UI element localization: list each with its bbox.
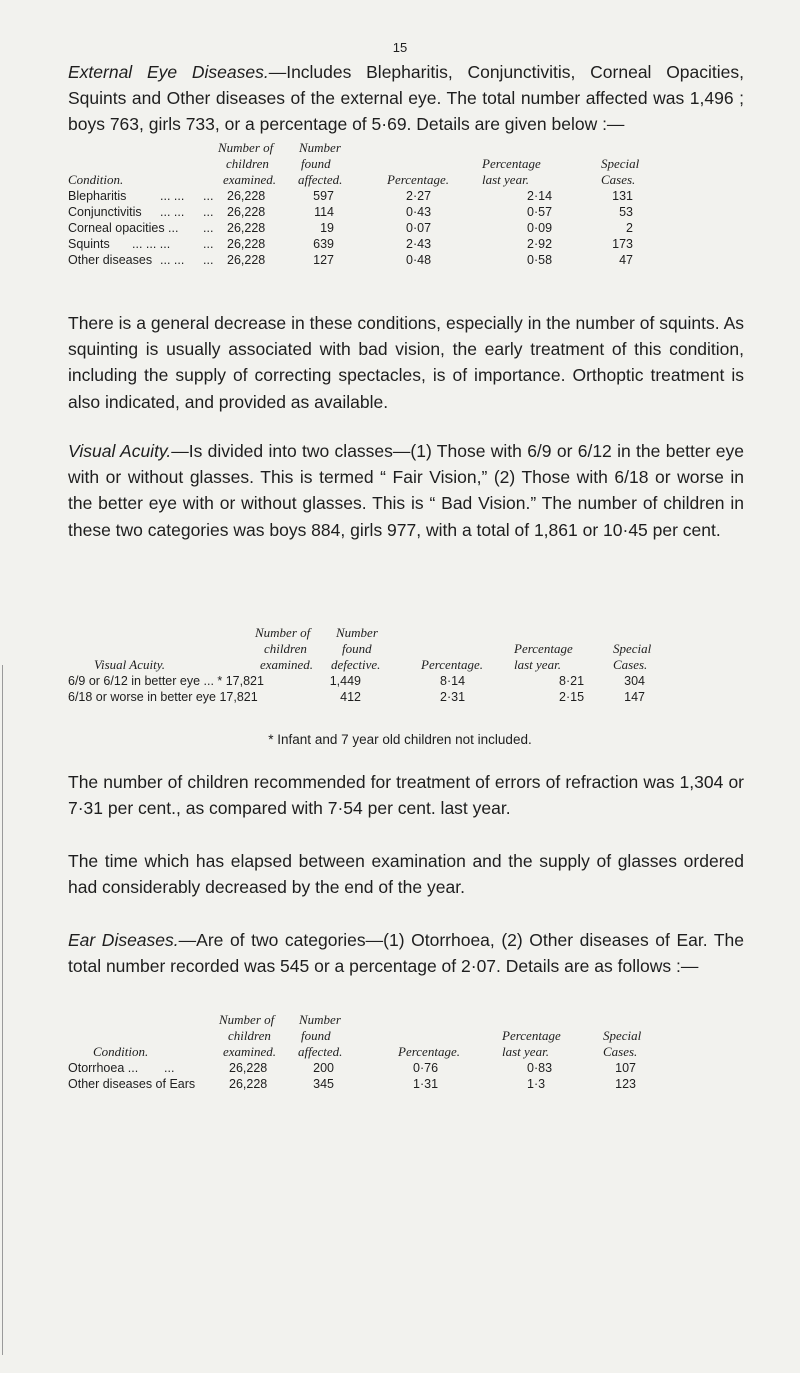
header-found-line3: affected.	[298, 1044, 343, 1059]
row-special: 123	[615, 1077, 636, 1091]
header-examined-line1: Number of	[218, 140, 274, 155]
row-special: 147	[624, 690, 645, 704]
row-condition: Corneal opacities ...	[68, 221, 179, 235]
row-leader: ... ...	[160, 189, 185, 203]
row-examined: 26,228	[229, 1077, 268, 1091]
row-percentage: 0·48	[406, 253, 432, 267]
row-leader-short: ...	[203, 237, 214, 251]
row-percentage: 2·31	[440, 690, 466, 704]
external-eye-followup: There is a general decrease in these conditions, especially in the number of squints. As squinting is usually associated with bad vision, the early treatment of this condition, including the supply of correcting spectacles, is of importance. Orthoptic treatment is also indicated, and provided as available.	[68, 313, 744, 412]
row-condition: Squints	[68, 237, 110, 251]
ear-diseases-heading: Ear Diseases.	[68, 930, 179, 950]
page-number: 15	[392, 40, 408, 55]
header-special-line1: Special	[603, 1028, 642, 1043]
header-last-year-line1: Percentage	[482, 156, 541, 171]
header-special-line2: Cases.	[603, 1044, 638, 1059]
row-percentage: 2·43	[406, 237, 432, 251]
scan-margin-line	[2, 665, 3, 1355]
row-percentage: 2·27	[406, 189, 432, 203]
header-found-line1: Number	[299, 140, 341, 155]
external-eye-intro: —Includes Blepharitis, Conjunctivitis, Corneal Opacities, Squints and Other diseases of the external eye. The total number affected was 1,496 ; boys 763, girls 733, or a percentage of 5·69. Details are given below :—	[68, 62, 745, 135]
row-last-year: 8·21	[559, 674, 585, 688]
row-last-year: 2·15	[559, 690, 585, 704]
row-last-year: 2·92	[527, 237, 553, 251]
header-special-line2: Cases.	[601, 172, 636, 187]
row-found: 200	[313, 1061, 334, 1075]
row-special: 173	[612, 237, 633, 251]
row-last-year: 1·3	[527, 1077, 546, 1091]
header-found-line2: found	[342, 641, 372, 656]
header-special-line2: Cases.	[613, 657, 648, 672]
row-examined: 26,228	[229, 1061, 268, 1075]
row-examined: 26,228	[227, 221, 266, 235]
header-examined-line3: examined.	[223, 172, 277, 187]
row-found: 19	[320, 221, 334, 235]
row-leader: ... ...	[160, 253, 185, 267]
row-found: 597	[313, 189, 334, 203]
header-examined-line3: examined.	[223, 1044, 277, 1059]
header-percentage: Percentage.	[398, 1044, 460, 1059]
header-found-line1: Number	[336, 625, 378, 640]
header-last-year-line2: last year.	[482, 172, 529, 187]
header-found-line1: Number	[299, 1012, 341, 1027]
row-percentage: 8·14	[440, 674, 466, 688]
row-special: 2	[626, 221, 633, 235]
row-condition: Other diseases of Ears	[68, 1077, 196, 1091]
row-condition: Conjunctivitis	[68, 205, 142, 219]
row-percentage: 0·76	[413, 1061, 439, 1075]
header-last-year-line2: last year.	[514, 657, 561, 672]
table-row	[68, 252, 648, 270]
footnote: * Infant and 7 year old children not included.	[268, 732, 532, 747]
row-examined: 26,228	[227, 237, 266, 251]
row-percentage: 0·43	[406, 205, 432, 219]
row-last-year: 0·83	[527, 1061, 553, 1075]
header-last-year-line1: Percentage	[502, 1028, 561, 1043]
row-special: 304	[624, 674, 645, 688]
row-special: 47	[619, 253, 633, 267]
row-last-year: 0·57	[527, 205, 553, 219]
row-condition: Otorrhoea ...	[68, 1061, 139, 1075]
row-leader-short: ...	[203, 253, 214, 267]
row-condition: Blepharitis	[68, 189, 127, 203]
row-special: 53	[619, 205, 633, 219]
row-last-year: 0·09	[527, 221, 553, 235]
row-condition: 6/9 or 6/12 in better eye ... * 17,821	[68, 674, 264, 688]
header-examined-line1: Number of	[219, 1012, 275, 1027]
header-found-line2: found	[301, 156, 331, 171]
header-condition: Condition.	[93, 1044, 149, 1059]
row-leader: ...	[164, 1061, 175, 1075]
row-found: 639	[313, 237, 334, 251]
row-found: 127	[313, 253, 334, 267]
row-found: 1,449	[329, 674, 361, 688]
row-special: 131	[612, 189, 633, 203]
header-examined-line3: examined.	[260, 657, 314, 672]
header-visual-acuity: Visual Acuity.	[94, 657, 166, 672]
header-special-line1: Special	[613, 641, 652, 656]
header-examined-line2: children	[226, 156, 269, 171]
row-leader: ...	[203, 221, 214, 235]
external-eye-heading: External Eye Diseases.	[68, 62, 269, 82]
row-examined: 26,228	[227, 205, 266, 219]
header-found-line3: defective.	[331, 657, 381, 672]
header-found-line3: affected.	[298, 172, 343, 187]
row-percentage: 0·07	[406, 221, 432, 235]
row-found: 412	[340, 690, 361, 704]
external-eye-paragraph	[68, 59, 744, 138]
header-special-line1: Special	[601, 156, 640, 171]
ear-diseases-intro: —Are of two categories—(1) Otorrhoea, (2) Other diseases of Ear. The total number recorded was 545 or a percentage of 2·07. Details are as follows :—	[68, 930, 744, 977]
header-condition: Condition.	[68, 172, 124, 187]
row-found: 114	[314, 205, 334, 219]
table-row	[68, 1076, 668, 1094]
refraction-paragraph: The number of children recommended for treatment of errors of refraction was 1,304 or 7·31 per cent., as compared with 7·54 per cent. last year.	[68, 772, 744, 819]
header-last-year-line1: Percentage	[514, 641, 573, 656]
row-leader: ... ... ...	[132, 237, 171, 251]
row-percentage: 1·31	[413, 1077, 439, 1091]
ear-diseases-paragraph	[68, 927, 744, 979]
row-leader-short: ...	[203, 189, 214, 203]
row-special: 107	[615, 1061, 636, 1075]
row-examined: 26,228	[227, 253, 266, 267]
row-last-year: 0·58	[527, 253, 553, 267]
visual-acuity-intro: —Is divided into two classes—(1) Those with 6/9 or 6/12 in the better eye with or without glasses. This is termed “ Fair Vision,” (2) Those with 6/18 or worse in the better eye with or without glasses. This is “ Bad Vision.” The number of children in these two categories was boys 884, girls 977, with a total of 1,861 or 10·45 per cent.	[68, 441, 744, 540]
table-row	[68, 689, 658, 707]
row-examined: 26,228	[227, 189, 266, 203]
header-examined-line2: children	[228, 1028, 271, 1043]
row-last-year: 2·14	[527, 189, 553, 203]
header-found-line2: found	[301, 1028, 331, 1043]
visual-acuity-paragraph	[68, 438, 744, 543]
row-leader: ... ...	[160, 205, 185, 219]
row-condition: 6/18 or worse in better eye 17,821	[68, 690, 258, 704]
header-examined-line2: children	[264, 641, 307, 656]
header-percentage: Percentage.	[387, 172, 449, 187]
visual-acuity-heading: Visual Acuity.	[68, 441, 172, 461]
header-examined-line1: Number of	[255, 625, 311, 640]
glasses-paragraph: The time which has elapsed between examination and the supply of glasses ordered had considerably decreased by the end of the year.	[68, 851, 744, 898]
row-found: 345	[313, 1077, 334, 1091]
row-leader-short: ...	[203, 205, 214, 219]
header-percentage: Percentage.	[421, 657, 483, 672]
header-last-year-line2: last year.	[502, 1044, 549, 1059]
row-condition: Other diseases	[68, 253, 153, 267]
